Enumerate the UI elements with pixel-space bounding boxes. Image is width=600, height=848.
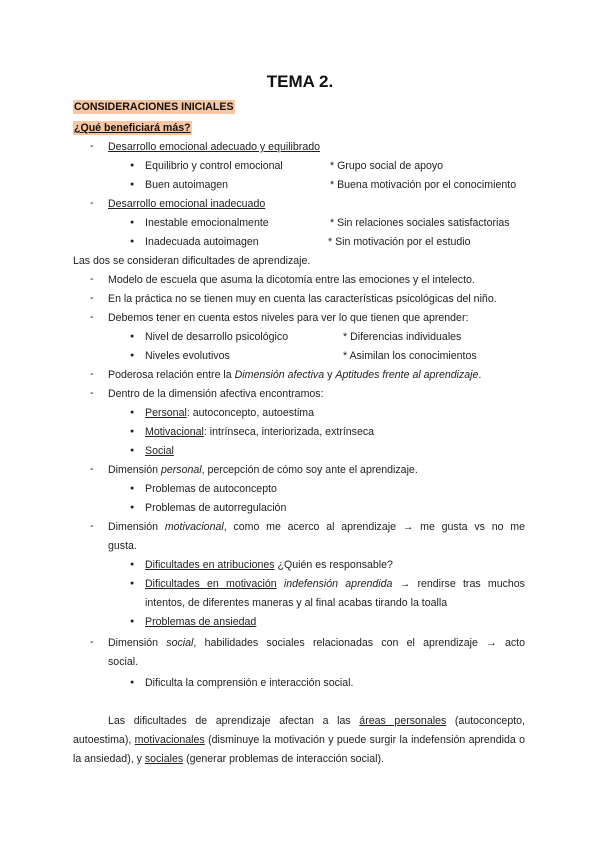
dash-item-continuation: social.: [108, 656, 139, 668]
group2-label: Desarrollo emocional inadecuado: [108, 198, 266, 210]
dash-marker: -: [90, 140, 94, 152]
motivation-item: Dificultades en motivación indefensión aprendida → rendirse tras muchos: [145, 578, 525, 590]
bullet-marker: ●: [130, 679, 135, 686]
dash-item: Dentro de la dimensión afectiva encontramos:: [108, 388, 324, 400]
dash-marker: -: [90, 520, 94, 532]
level-left: Niveles evolutivos: [145, 350, 230, 362]
personal-item: Problemas de autoconcepto: [145, 483, 277, 495]
bullet-marker: ●: [130, 485, 135, 492]
bullet-marker: ●: [130, 238, 135, 245]
dimension-item: Social: [145, 445, 174, 457]
dash-item: Dimensión personal, percepción de cómo soy ante el aprendizaje.: [108, 464, 418, 476]
personal-item: Problemas de autorregulación: [145, 502, 287, 514]
bullet-marker: ●: [130, 504, 135, 511]
bullet-marker: ●: [130, 618, 135, 625]
bullet-marker: ●: [130, 580, 135, 587]
group2-item-left: Inadecuada autoimagen: [145, 236, 259, 248]
dash-marker: -: [90, 292, 94, 304]
motivation-item-continuation: intentos, de diferentes maneras y al final acabas tirando la toalla: [145, 597, 448, 609]
group2-item-left: Inestable emocionalmente: [145, 217, 269, 229]
group1-label: Desarrollo emocional adecuado y equilibrado: [108, 141, 321, 153]
group1-item-left: Buen autoimagen: [145, 179, 229, 191]
dash-marker: -: [90, 387, 94, 399]
closing-paragraph: Las dificultades de aprendizaje afectan a las áreas personales (autoconcepto, autoestima), motivacionales (disminuye la motivación y puede surgir la indefensión aprendida o la ansiedad), y sociales (generar problemas de interacción social).: [73, 715, 525, 765]
bullet-marker: ●: [130, 352, 135, 359]
dash-item: Debemos tener en cuenta estos niveles para ver lo que tienen que aprender:: [108, 312, 469, 324]
bullet-marker: ●: [130, 409, 135, 416]
social-item: Dificulta la comprensión e interacción social.: [145, 677, 354, 689]
motivation-item: Dificultades en atribuciones ¿Quién es responsable?: [145, 559, 393, 571]
group1-item-left: Equilibrio y control emocional: [145, 160, 283, 172]
intro-line: Las dos se consideran dificultades de aprendizaje.: [73, 255, 311, 267]
bullet-marker: ●: [130, 162, 135, 169]
group1-item-right: * Grupo social de apoyo: [330, 160, 444, 172]
dash-item: Dimensión social, habilidades sociales relacionadas con el aprendizaje → acto: [108, 637, 525, 649]
level-right: * Diferencias individuales: [343, 331, 462, 343]
question-heading: ¿Qué beneficiará más?: [74, 122, 191, 134]
group1-item-right: * Buena motivación por el conocimiento: [330, 179, 517, 191]
group2-item-right: * Sin motivación por el estudio: [328, 236, 471, 248]
level-right: * Asimilan los conocimientos: [343, 350, 477, 362]
motivation-item: Problemas de ansiedad: [145, 616, 257, 628]
dash-marker: -: [90, 368, 94, 380]
dimension-item: Personal: autoconcepto, autoestima: [145, 407, 315, 419]
level-left: Nivel de desarrollo psicológico: [145, 331, 289, 343]
bullet-marker: ●: [130, 181, 135, 188]
bullet-marker: ●: [130, 447, 135, 454]
section-heading: CONSIDERACIONES INICIALES: [74, 101, 234, 113]
dash-item: Dimensión motivacional, como me acerco al aprendizaje → me gusta vs no me: [108, 521, 525, 533]
dash-marker: -: [90, 311, 94, 323]
dash-item: Poderosa relación entre la Dimensión afectiva y Aptitudes frente al aprendizaje.: [108, 369, 482, 381]
bullet-marker: ●: [130, 219, 135, 226]
dash-item-continuation: gusta.: [108, 540, 137, 552]
dimension-item: Motivacional: intrínseca, interiorizada, extrínseca: [145, 426, 375, 438]
group2-item-right: * Sin relaciones sociales satisfactorias: [330, 217, 510, 229]
dash-marker: -: [90, 463, 94, 475]
dash-marker: -: [90, 273, 94, 285]
dash-marker: -: [90, 197, 94, 209]
page-title: TEMA 2.: [266, 72, 334, 91]
bullet-marker: ●: [130, 333, 135, 340]
bullet-marker: ●: [130, 561, 135, 568]
dash-item: Modelo de escuela que asuma la dicotomía entre las emociones y el intelecto.: [108, 274, 475, 286]
dash-marker: -: [90, 636, 94, 648]
dash-item: En la práctica no se tienen muy en cuenta las características psicológicas del niño.: [108, 293, 497, 305]
bullet-marker: ●: [130, 428, 135, 435]
